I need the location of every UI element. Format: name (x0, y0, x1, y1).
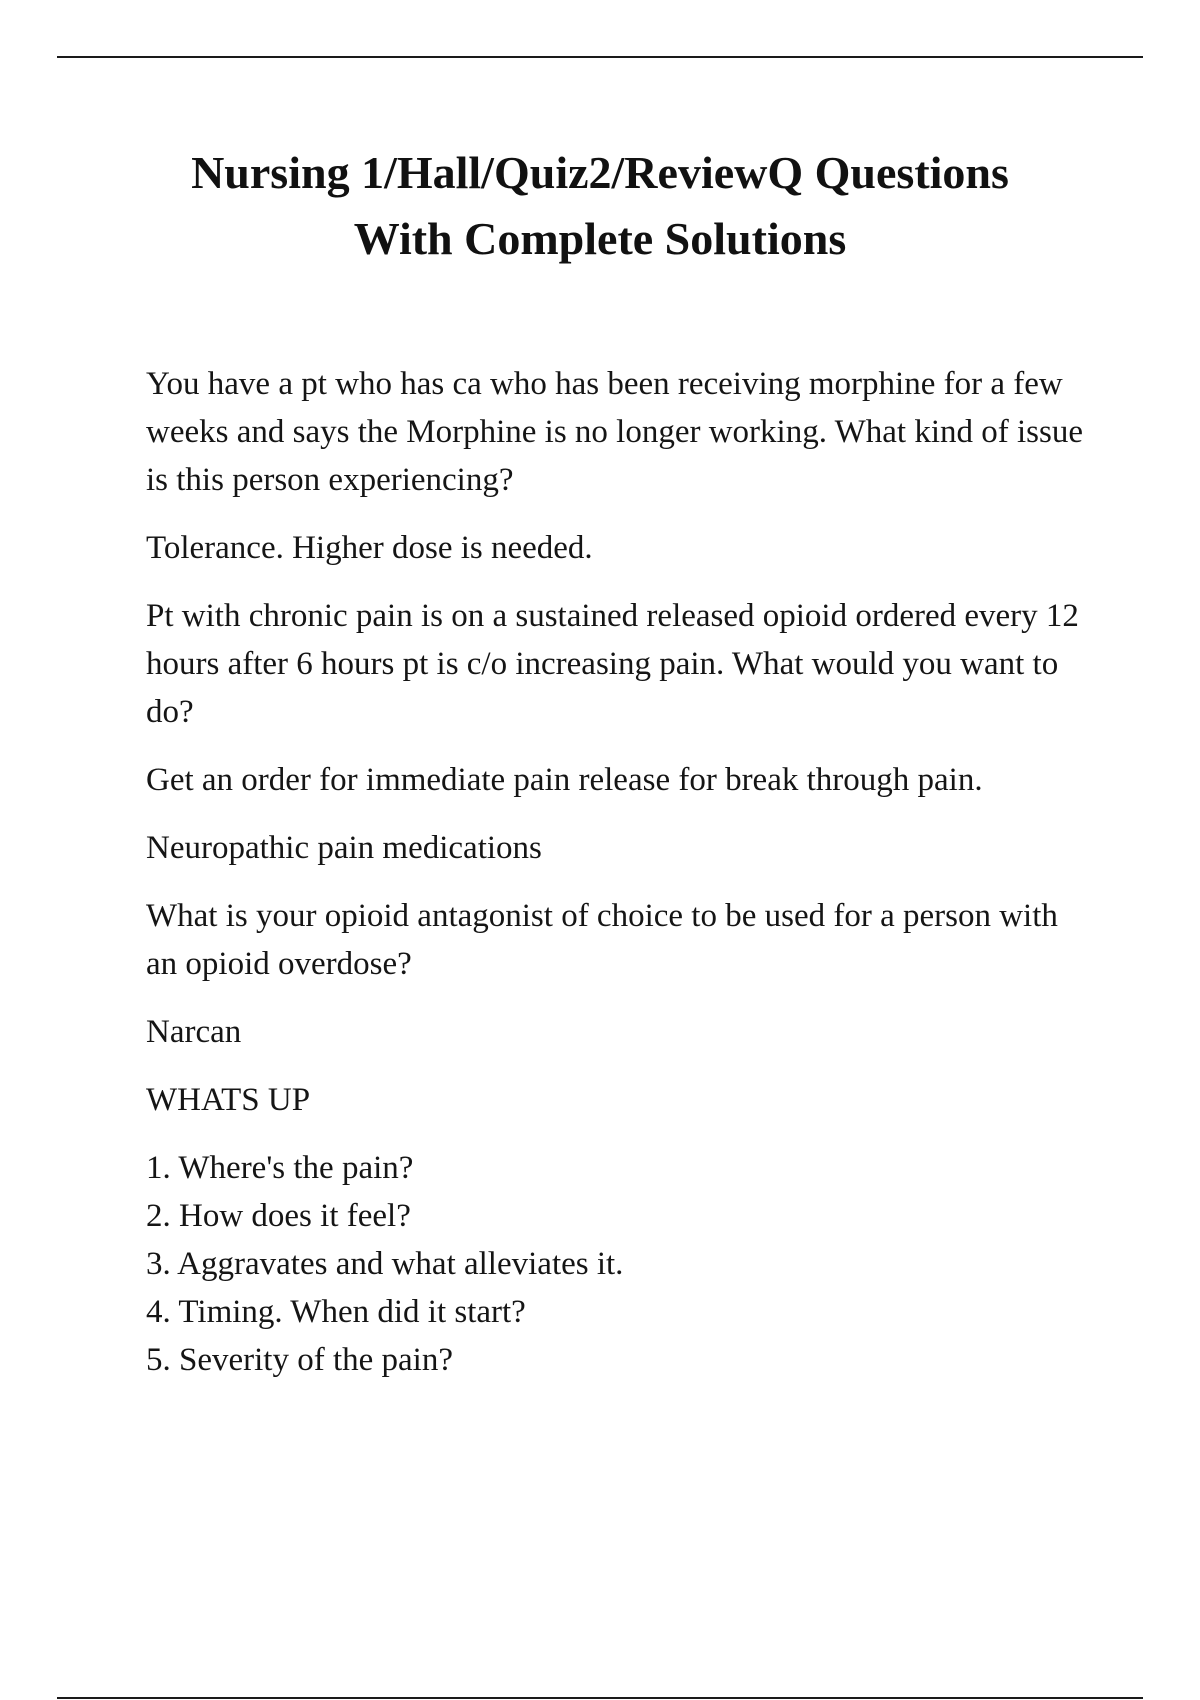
bottom-rule (57, 1697, 1143, 1699)
list-item: 5. Severity of the pain? (146, 1342, 453, 1378)
whats-up-heading: WHATS UP (146, 1082, 311, 1118)
whats-up-list (146, 1144, 1086, 1384)
answer-breakthrough: Get an order for immediate pain release for break through pain. (146, 762, 983, 798)
list-item: 3. Aggravates and what alleviates it. (146, 1246, 624, 1282)
list-item: 4. Timing. When did it start? (146, 1294, 526, 1330)
list-item: 1. Where's the pain? (146, 1150, 414, 1186)
question-sustained-release: Pt with chronic pain is on a sustained released opioid ordered every 12 hours after 6 hours pt is c/o increasing pain. What would you want to do? (146, 598, 1079, 730)
document-title (100, 140, 1100, 272)
list-item: 2. How does it feel? (146, 1198, 411, 1234)
question-morphine: You have a pt who has ca who has been receiving morphine for a few weeks and says the Morphine is no longer working. What kind of issue is this person experiencing? (146, 366, 1083, 498)
answer-tolerance: Tolerance. Higher dose is needed. (146, 530, 593, 566)
answer-narcan: Narcan (146, 1014, 242, 1050)
document-body (146, 360, 1086, 1384)
question-antagonist: What is your opioid antagonist of choice to be used for a person with an opioid overdose? (146, 898, 1058, 982)
neuropathic-heading: Neuropathic pain medications (146, 830, 542, 866)
title-line-1: Nursing 1/Hall/Quiz2/ReviewQ Questions (191, 147, 1009, 198)
title-line-2: With Complete Solutions (353, 213, 847, 264)
top-rule (57, 56, 1143, 58)
